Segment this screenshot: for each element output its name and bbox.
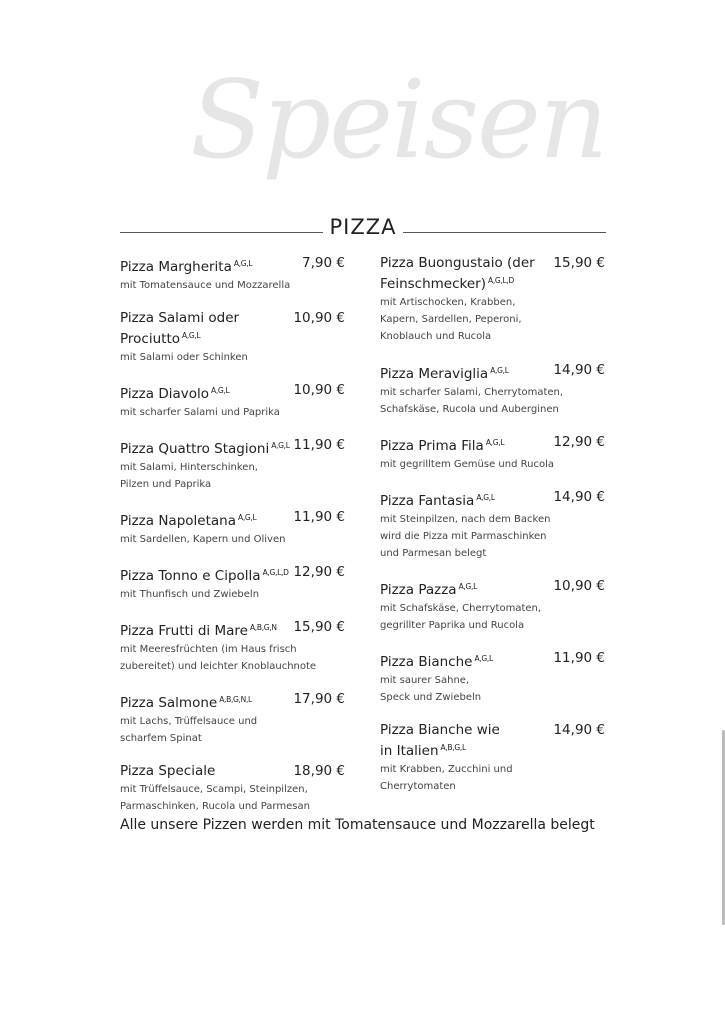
item-allergens: A,G,L [476,493,495,502]
item-description: mit Lachs, Trüffelsauce und scharfem Spinat [120,716,258,744]
item-description: mit gegrilltem Gemüse und Rucola [380,459,554,470]
footer-note: Alle unsere Pizzen werden mit Tomatensauce und Mozzarella belegt [120,817,595,833]
item-name: Pizza Frutti di Mare [120,623,248,639]
item-allergens: A,G,L,D [488,276,514,285]
menu-item [380,578,605,634]
menu-item [380,362,605,418]
item-price: 11,90 € [293,509,345,525]
item-price: 14,90 € [553,722,605,738]
item-description: mit Artischocken, Krabben, Kapern, Sardellen, Peperoni, Knoblauch und Rucola [380,297,522,342]
menu-item [380,255,605,345]
menu-item [380,650,605,706]
speisen-watermark: Speisen [190,58,607,183]
item-price: 11,90 € [293,437,345,453]
menu-item [120,255,345,294]
menu-item [380,434,605,473]
item-name: Pizza Pazza [380,582,457,598]
item-name: Pizza Salami oder Prociutto [120,310,240,347]
item-name: Pizza Diavolo [120,386,210,402]
item-price: 17,90 € [293,691,345,707]
item-price: 7,90 € [302,255,345,271]
menu-item [380,722,605,795]
item-price: 10,90 € [553,578,605,594]
menu-column-right [380,255,605,795]
item-name: Pizza Bianche wie in Italien [380,722,500,759]
menu-item [120,437,345,493]
item-description: mit Thunfisch und Zwiebeln [120,589,260,600]
item-name: Pizza Napoletana [120,513,236,529]
item-description: mit Meeresfrüchten (im Haus frisch zubereitet) und leichter Knoblauchnote [120,644,317,672]
item-price: 10,90 € [293,310,345,326]
item-allergens: A,G,L [490,366,509,375]
item-allergens: A,G,L,D [262,568,289,577]
item-name: Pizza Meraviglia [380,366,489,382]
item-name: Pizza Bianche [380,654,473,670]
item-name: Pizza Tonno e Cipolla [120,568,261,584]
item-allergens: A,G,L [485,438,505,447]
item-allergens: A,B,G,L [440,743,466,752]
item-name: Pizza Fantasia [380,493,475,509]
item-name: Pizza Margherita [120,259,232,275]
item-price: 18,90 € [293,763,345,779]
item-name: Pizza Salmone [120,695,218,711]
item-allergens: A,G,L [211,386,230,395]
item-price: 12,90 € [553,434,605,450]
item-price: 15,90 € [553,255,605,271]
item-description: mit saurer Sahne, Speck und Zwiebeln [380,675,482,703]
menu-item [120,619,345,675]
item-description: mit Salami, Hinterschinken, Pilzen und Paprika [120,462,258,490]
item-name: Pizza Quattro Stagioni [120,441,270,457]
item-price: 15,90 € [293,619,345,635]
menu-item [120,310,345,366]
item-allergens: A,G,L [233,259,253,268]
item-allergens: A,G,L [182,331,201,340]
menu-item [120,382,345,421]
item-description: mit Trüffelsauce, Scampi, Steinpilzen, Parmaschinken, Rucola und Parmesan [120,784,310,812]
section-title: PIZZA [329,215,397,239]
section-header [120,212,606,242]
menu-item [380,489,605,562]
item-description: mit Krabben, Zucchini und Cherrytomaten [380,764,513,792]
menu-column-left [120,255,345,815]
item-name: Pizza Buongustaio (der Feinschmecker) [380,255,535,292]
item-description: mit scharfer Salami, Cherrytomaten, Schafskäse, Rucola und Auberginen [380,387,564,415]
item-allergens: A,B,G,N,L [219,695,252,704]
item-name: Pizza Prima Fila [380,438,484,454]
item-allergens: A,G,L [237,513,257,522]
item-allergens: A,B,G,N [249,623,277,632]
item-price: 11,90 € [553,650,605,666]
item-price: 10,90 € [293,382,345,398]
item-allergens: A,G,L [271,441,290,450]
item-description: mit Schafskäse, Cherrytomaten, gegrillter Paprika und Rucola [380,603,542,631]
item-price: 14,90 € [553,362,605,378]
item-allergens: A,G,L [474,654,493,663]
menu-item [120,691,345,747]
menu-item [120,564,345,603]
menu-item [120,509,345,548]
item-description: mit Tomatensauce und Mozzarella [120,280,291,291]
item-price: 14,90 € [553,489,605,505]
divider-right [403,232,606,233]
item-description: mit Steinpilzen, nach dem Backen wird die Pizza mit Parmaschinken und Parmesan belegt [380,514,551,559]
item-name: Pizza Speciale [120,763,216,779]
item-price: 12,90 € [293,564,345,580]
item-allergens: A,G,L [458,582,477,591]
item-description: mit scharfer Salami und Paprika [120,407,280,418]
menu-item [120,763,345,815]
item-description: mit Sardellen, Kapern und Oliven [120,534,286,545]
item-description: mit Salami oder Schinken [120,352,248,363]
